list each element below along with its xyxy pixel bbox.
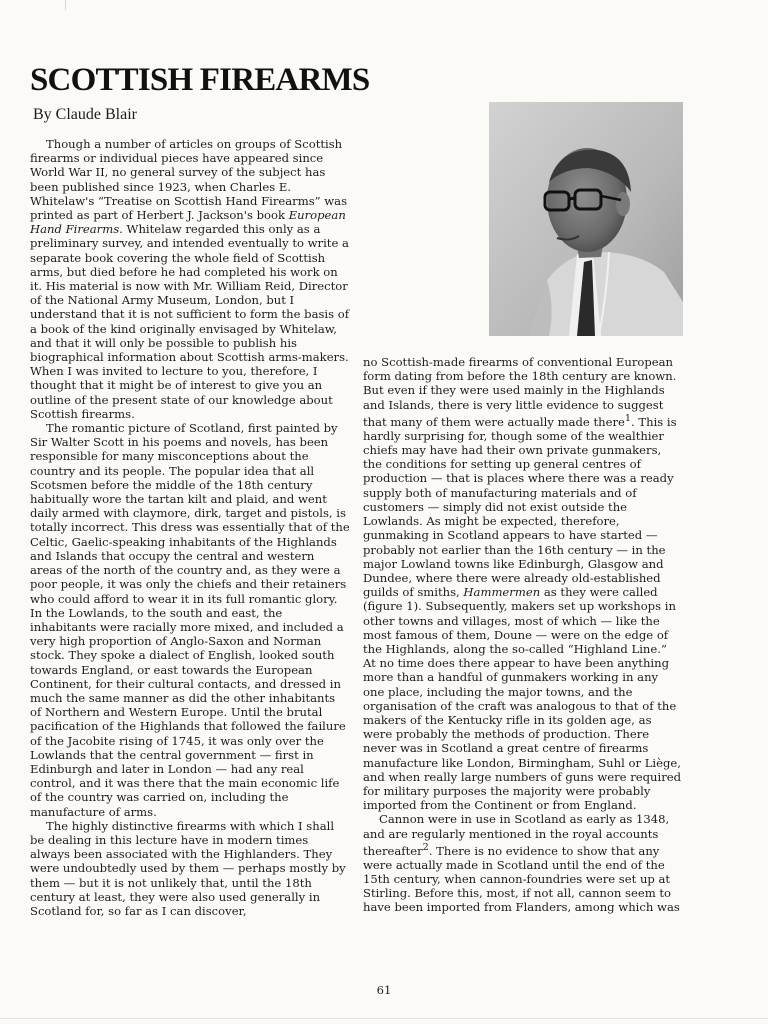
footnote-ref-1: 1 (624, 412, 632, 424)
page-number: 61 (376, 983, 392, 997)
article-title: SCOTTISH FIREARMS (30, 62, 370, 98)
portrait-photo-icon (489, 102, 683, 336)
footnote-ref-2: 2 (422, 841, 429, 853)
left-column (30, 137, 350, 918)
hammermen-emphasis: Hammermen (463, 585, 541, 600)
right-column (363, 355, 683, 915)
right-paragraph-1: no Scottish-made firearms of conventional European form dating from before the 18th century are known. But even if they were used mainly in the Highlands and Islands, there is very little evidence to suggest that many of them were actually made there$^1$. This is hardly surprising for, though some of the wealthier chiefs may have had their own private gunmakers, the conditions for setting up general centres of production — that is places where there was a ready supply both of manufacturing materials and of customers — simply did not exist outside the Lowlands. As might be expected, therefore, gunmaking in Scotland appears to have started — probably not earlier than the 16th century — in the major Lowland towns like Edinburgh, Glasgow and Dundee, where there were already old-established guilds of smiths, Hammermen as they were called (figure 1). Subsequently, makers set up workshops in other towns and villages, most of which — like the most famous of them, Doune — were on the edge of the Highlands, along the so-called “Highland Line.” At no time does there appear to have been anything more than a handful of gunmakers working in any one place, including the major towns, and the organisation of the craft was analogous to that of the makers of the Kentucky rifle in its golden age, as were probably the methods of production. There never was in Scotland a great centre of firearms manufacture like London, Birmingham, Suhl or Liège, and when really large numbers of guns were required for military purposes the majority were probably imported from the Continent or from England. (363, 355, 682, 813)
left-paragraph-2: The romantic picture of Scotland, first painted by Sir Walter Scott in his poems and novels, has been responsible for many misconceptions about the country and its people. The popular idea that all Scotsmen before the middle of the 18th century habitually wore the tartan kilt and plaid, and went daily armed with claymore, dirk, target and pistols, is totally incorrect. This dress was essentially that of the Celtic, Gaelic-speaking inhabitants of the Highlands and Islands that occupy the central and western areas of the north of the country and, as they were a poor people, it was only the chiefs and their retainers who could afford to wear it in its full romantic glory. In the Lowlands, to the south and east, the inhabitants were racially more mixed, and included a very high proportion of Anglo-Saxon and Norman stock. They spoke a dialect of English, looked south towards England, or east towards the European Continent, for their cultural contacts, and dressed in much the same manner as did the other inhabitants of Northern and Western Europe. Until the brutal pacification of the Highlands that followed the failure of the Jacobite rising of 1745, it was only over the Lowlands that the central government — first in Edinburgh and later in London — had any real control, and it was there that the main economic life of the country was carried on, including the manufacture of arms. (30, 421, 350, 819)
scan-corner-mark (35, 0, 66, 10)
page-bottom-rule (0, 1018, 768, 1019)
author-portrait-photo (489, 102, 683, 336)
article-byline: By Claude Blair (33, 106, 137, 123)
book-title-emphasis: European Hand Firearms (30, 208, 346, 237)
left-paragraph-3: The highly distinctive firearms with which I shall be dealing in this lecture have in modern times always been associated with the Highlanders. They were undoubtedly used by them — perhaps mostly by them — but it is not unlikely that, until the 18th century at least, they were also used generally in Scotland for, so far as I can discover, (30, 818, 346, 918)
left-paragraph-1: Though a number of articles on groups of Scottish firearms or individual pieces have appeared since World War II, no general survey of the subject has been published since 1923, when Charles E. Whitelaw's “Treatise on Scottish Hand Firearms” was printed as part of Herbert J. Jackson's book European Hand Firearms. Whitelaw regarded this only as a preliminary survey, and intended eventually to write a separate book covering the whole field of Scottish arms, but died before he had completed his work on it. His material is now with Mr. William Reid, Director of the National Army Museum, London, but I understand that it is not sufficient to form the basis of a book of the kind originally envisaged by Whitelaw, and that it will only be possible to publish his biographical information about Scottish arms-makers. When I was invited to lecture to you, therefore, I thought that it might be of interest to give you an outline of the present state of our knowledge about Scottish firearms. (30, 137, 350, 421)
right-paragraph-2: Cannon were in use in Scotland as early as 1348, and are regularly mentioned in the royal accounts thereafter$^2$. There is no evidence to show that any were actually made in Scotland until the end of the 15th century, when cannon-foundries were set up at Stirling. Before this, most, if not all, cannon seem to have been imported from Flanders, among which was (363, 812, 680, 915)
